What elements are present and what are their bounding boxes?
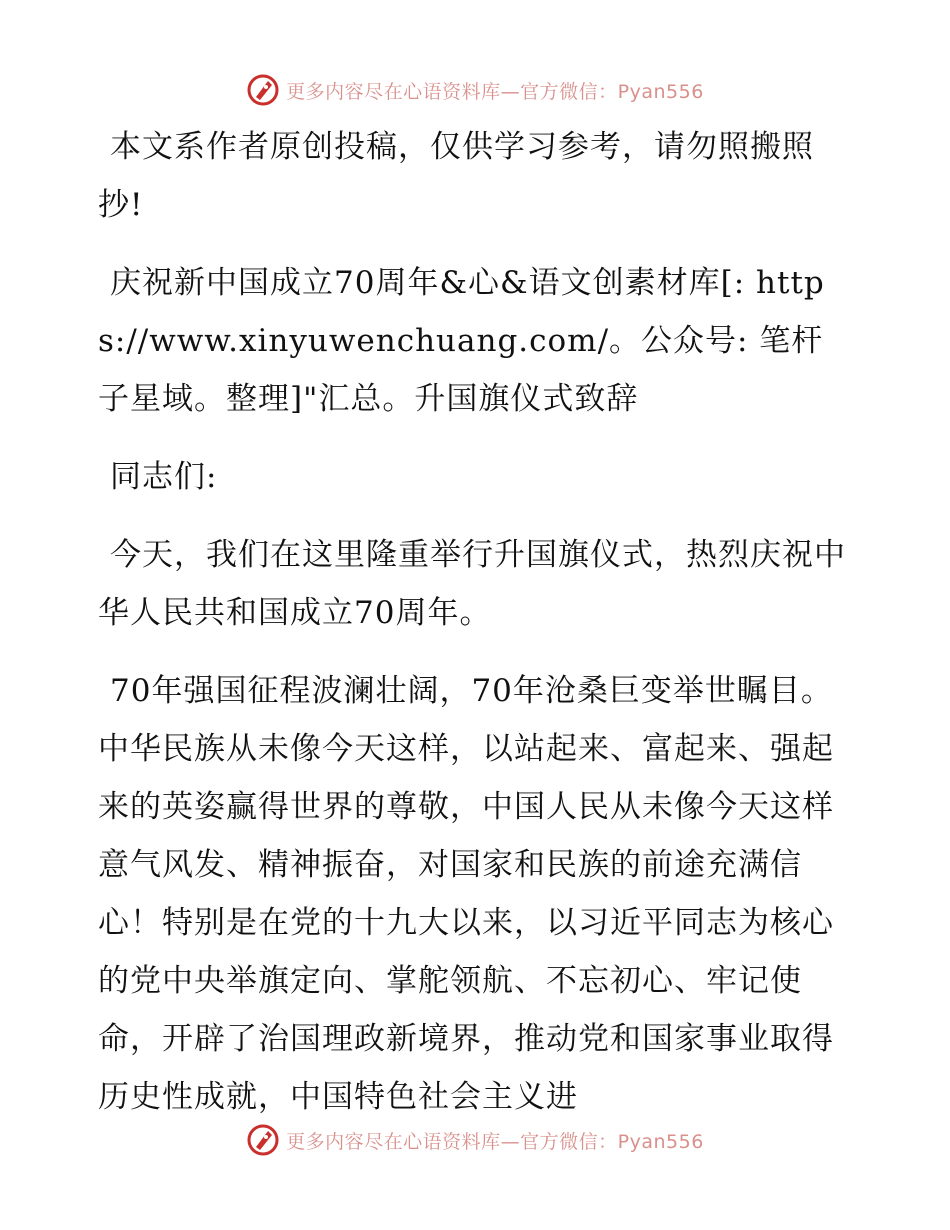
watermark-text: 更多内容尽在心语资料库—官方微信：Pyan556 xyxy=(286,1130,704,1153)
header-watermark xyxy=(0,70,950,110)
pen-nib-logo-icon xyxy=(246,73,280,107)
paragraph-body: 70年强国征程波澜壮阔，70年沧桑巨变举世瞩目。中华民族从未像今天这样，以站起来、富起来、强起来的英姿赢得世界的尊敬，中国人民从未像今天这样意气风发、精神振奋，对国家和民族的前途充满信心！特别是在党的十九大以来，以习近平同志为核心的党中央举旗定向、掌舵领航、不忘初心、牢记使命，开辟了治国理政新境界，推动党和国家事业取得历史性成就，中国特色社会主义进 xyxy=(98,673,834,1115)
paragraph-disclaimer: 本文系作者原创投稿，仅供学习参考，请勿照搬照抄! xyxy=(98,129,814,223)
footer-watermark xyxy=(0,1120,950,1160)
pen-nib-logo-icon xyxy=(246,1123,280,1157)
paragraph-salutation: 同志们: xyxy=(110,459,218,495)
paragraph-intro: 今天，我们在这里隆重举行升国旗仪式，热烈庆祝中华人民共和国成立70周年。 xyxy=(98,537,846,631)
document-body xyxy=(98,118,852,1146)
watermark-text: 更多内容尽在心语资料库—官方微信：Pyan556 xyxy=(286,80,704,103)
paragraph-source: 庆祝新中国成立70周年&心&语文创素材库[: https://www.xinyuwenchuang.com/。公众号: 笔杆子星域。整理]"汇总。升国旗仪式致辞 xyxy=(98,265,825,417)
